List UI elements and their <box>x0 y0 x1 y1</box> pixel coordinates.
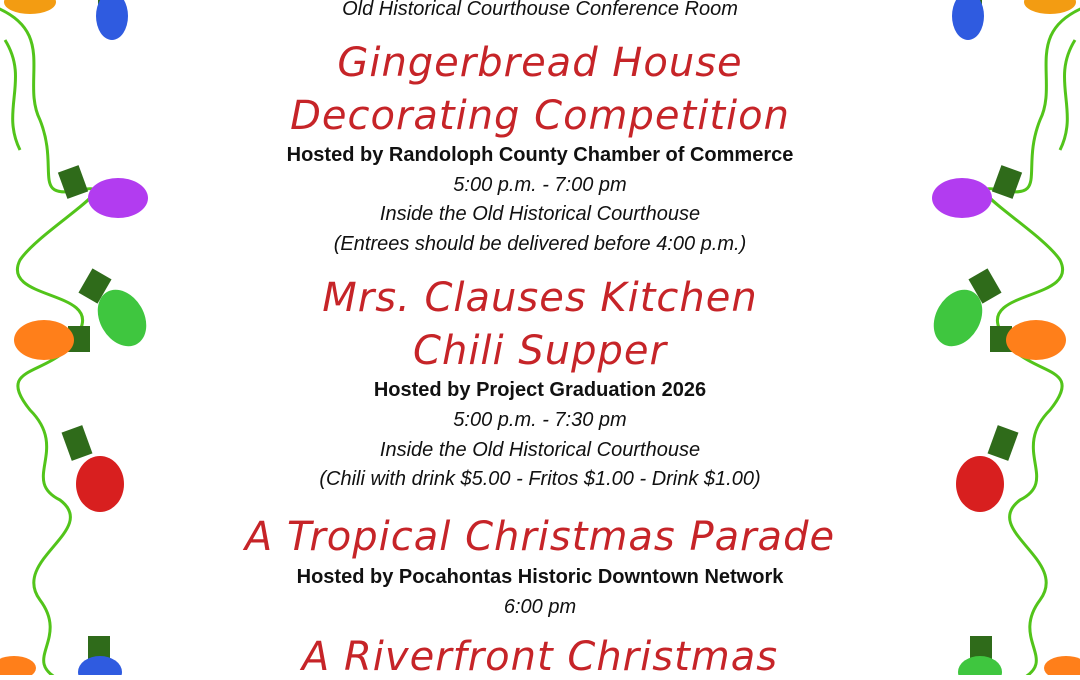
bulb-icon <box>932 165 1022 218</box>
venue-line: Old Historical Courthouse Conference Room <box>342 0 738 20</box>
bulb-icon <box>78 268 156 355</box>
event-note: (Chili with drink $5.00 - Fritos $1.00 - Drink $1.00) <box>319 468 761 490</box>
event-host: Hosted by Project Graduation 2026 <box>373 379 707 401</box>
event-title: Chili Supper <box>413 328 667 374</box>
event-title: A Riverfront Christmas <box>301 634 779 680</box>
event-host: Hosted by Randoloph County Chamber of Commerce <box>286 144 794 166</box>
event-title: Mrs. Clauses Kitchen <box>322 275 758 321</box>
bulb-icon <box>924 268 1002 355</box>
bulb-icon <box>952 0 984 40</box>
bulb-icon <box>958 636 1002 675</box>
event-title: A Tropical Christmas Parade <box>244 514 836 560</box>
event-note: (Entrees should be delivered before 4:00 p.m.) <box>333 233 747 255</box>
bulb-icon <box>14 320 90 360</box>
event-flyer <box>160 0 920 680</box>
event-time: 5:00 p.m. - 7:30 pm <box>453 409 627 431</box>
bulb-icon <box>990 320 1066 360</box>
bulb-icon <box>4 0 56 14</box>
bulb-icon <box>1044 656 1080 675</box>
bulb-icon <box>58 165 148 218</box>
bulb-icon <box>62 425 124 512</box>
light-wire <box>1060 40 1075 150</box>
christmas-lights-right <box>920 0 1080 675</box>
event-time: 5:00 p.m. - 7:00 pm <box>453 174 627 196</box>
event-title: Gingerbread House <box>337 40 743 86</box>
event-title: Decorating Competition <box>290 93 790 139</box>
event-location: Inside the Old Historical Courthouse <box>379 439 701 461</box>
bulb-icon <box>78 636 122 675</box>
event-location: Inside the Old Historical Courthouse <box>379 203 701 225</box>
bulb-icon <box>0 656 36 675</box>
bulb-icon <box>96 0 128 40</box>
light-wire <box>5 40 20 150</box>
christmas-lights-left <box>0 0 160 675</box>
bulb-icon <box>956 425 1018 512</box>
event-time: 6:00 pm <box>503 596 577 618</box>
bulb-icon <box>1024 0 1076 14</box>
event-host: Hosted by Pocahontas Historic Downtown Network <box>296 566 784 588</box>
